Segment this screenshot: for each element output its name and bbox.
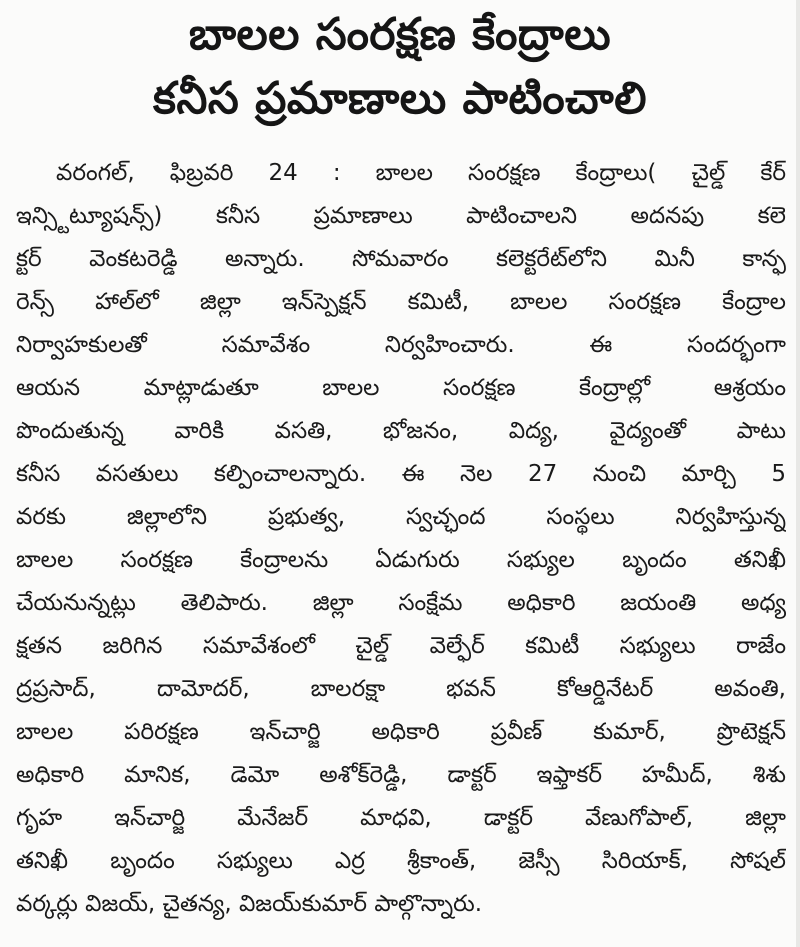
article-line: క్టర్ వెంకటరెడ్డి అన్నారు. సోమవారం కలెక్టరేట్‌లోని మినీ కాన్ఫ bbox=[16, 246, 786, 272]
headline-line-1: బాలల సంరక్షణ కేంద్రాలు bbox=[188, 9, 612, 60]
article-line: పొందుతున్న వారికి వసతి, భోజనం, విద్య, వైద్యంతో పాటు bbox=[16, 418, 786, 444]
article-line: రెన్స్ హాల్‌లో జిల్లా ఇన్‌స్పెక్షన్ కమిటీ, బాలల సంరక్షణ కేంద్రాల bbox=[16, 289, 786, 315]
article-line: బాలల సంరక్షణ కేంద్రాలను ఏడుగురు సభ్యుల బృందం తనిఖీ bbox=[16, 547, 786, 573]
article-line: క్షతన జరిగిన సమావేశంలో చైల్డ్ వెల్ఫేర్ కమిటీ సభ్యులు రాజేం bbox=[16, 633, 786, 659]
scan-edge bbox=[796, 0, 800, 947]
article-line: గృహ ఇన్‌చార్జి మేనేజర్ మాధవి, డాక్టర్ వేణుగోపాల్, జిల్లా bbox=[16, 805, 786, 831]
article-line: తనిఖీ బృందం సభ్యులు ఎర్ర శ్రీకాంత్, జెస్సీ సిరియాక్, సోషల్ bbox=[16, 848, 786, 874]
article-body bbox=[16, 152, 786, 926]
article-line: చేయనున్నట్లు తెలిపారు. జిల్లా సంక్షేమ అధికారి జయంతి అధ్య bbox=[16, 590, 786, 616]
article-line: ద్రప్రసాద్, దామోదర్, బాలరక్షా భవన్ కోఆర్డినేటర్ అవంతి, bbox=[16, 676, 786, 702]
article-line: ఆయన మాట్లాడుతూ బాలల సంరక్షణ కేంద్రాల్లో ఆశ్రయం bbox=[16, 375, 786, 401]
article-line: వర్కర్లు విజయ్, చైతన్య, విజయ్‌కుమార్ పాల్గొన్నారు. bbox=[16, 891, 483, 917]
article-line: వరంగల్, ఫిబ్రవరి 24 : బాలల సంరక్షణ కేంద్రాలు( చైల్డ్ కేర్ bbox=[56, 160, 786, 186]
article-line: వరకు జిల్లాలోని ప్రభుత్వ, స్వచ్ఛంద సంస్థలు నిర్వహిస్తున్న bbox=[16, 504, 786, 530]
article-line: అధికారి మానిక, డెమో అశోక్‌రెడ్డి, డాక్టర్ ఇఫ్తాకర్ హమీద్, శిశు bbox=[16, 762, 786, 788]
headline-line-2: కనీస ప్రమాణాలు పాటించాలి bbox=[153, 73, 647, 124]
article-line: ఇన్స్టిట్యూషన్స్) కనీస ప్రమాణాలు పాటించాలని అదనపు కలె bbox=[16, 203, 786, 229]
article-line: నిర్వాహకులతో సమావేశం నిర్వహించారు. ఈ సందర్భంగా bbox=[16, 332, 786, 358]
article-line: బాలల పరిరక్షణ ఇన్‌చార్జి అధికారి ప్రవీణ్ కుమార్, ప్రొటెక్షన్ bbox=[16, 719, 786, 745]
article-line: కనీస వసతులు కల్పించాలన్నారు. ఈ నెల 27 నుంచి మార్చి 5 bbox=[16, 461, 786, 487]
